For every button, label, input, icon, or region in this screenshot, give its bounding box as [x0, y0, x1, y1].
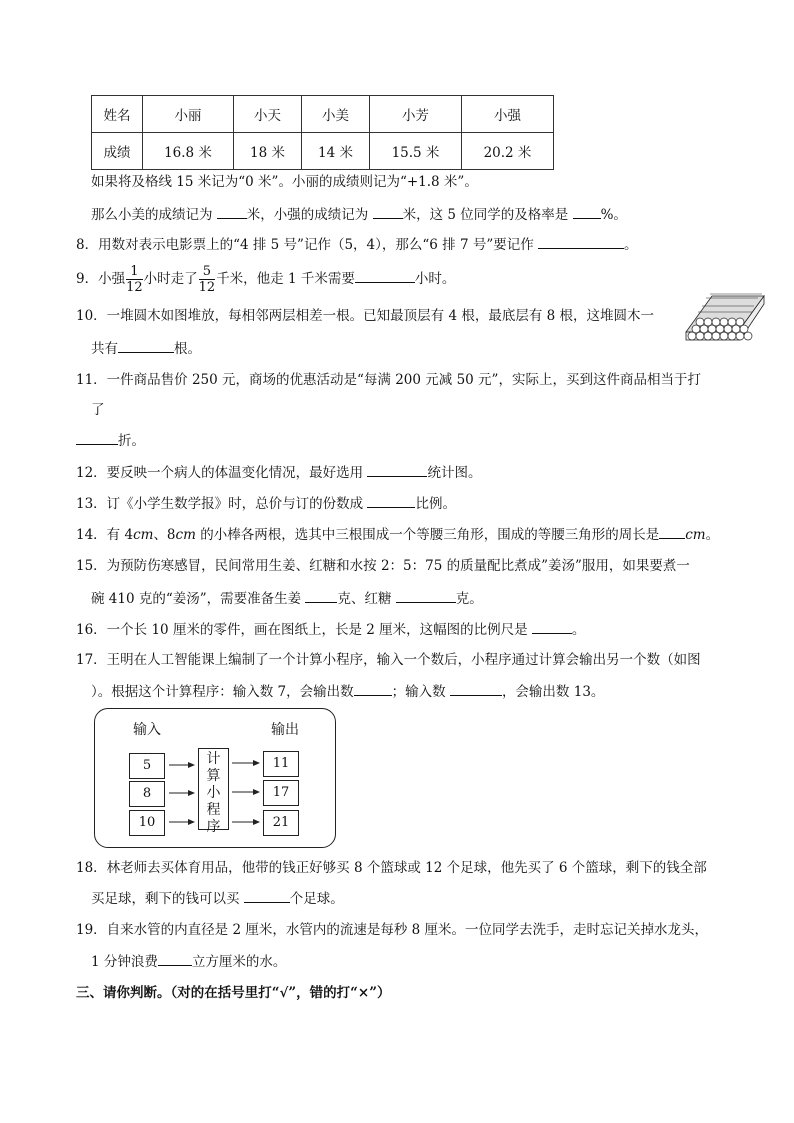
- input-box: 8: [129, 781, 165, 807]
- table-cell: 姓名: [92, 96, 143, 133]
- question-8: [76, 234, 638, 255]
- input-box: 5: [129, 753, 165, 779]
- input-label: 输入: [133, 722, 161, 738]
- answer-blank[interactable]: [367, 462, 427, 477]
- arrow-right-icon: [232, 816, 260, 828]
- table-cell: 成绩: [92, 133, 143, 170]
- q7-text: 米，这 5 位同学的及格率是: [402, 207, 573, 223]
- answer-blank[interactable]: [373, 204, 403, 219]
- table-cell: 16.8 米: [143, 133, 234, 170]
- unit-cm: cm: [685, 527, 706, 543]
- q17-text: ，会输出数 13。: [501, 684, 605, 700]
- q17-text: ；输入数: [391, 684, 450, 700]
- q19-text: 1 分钟浪费: [91, 954, 158, 970]
- q9-text: 千米，他走 1 千米需要: [216, 271, 355, 287]
- fraction: [126, 264, 143, 295]
- question-18-line1: 18．林老师去买体育用品，他带的钱正好够买 8 个篮球或 12 个足球，他先买了 6 个篮球，剩下的钱全部: [76, 860, 707, 876]
- fraction-denominator: 12: [126, 280, 143, 295]
- program-char: 程: [206, 802, 221, 818]
- fraction-numerator: 1: [126, 264, 143, 280]
- question-19-line1: 19．自来水管的内直径是 2 厘米，水管内的流速是每秒 8 厘米。一位同学去洗手，走时忘记关掉水龙头，: [76, 922, 709, 938]
- q14-text: 、8: [153, 527, 176, 543]
- fraction-numerator: 5: [199, 264, 216, 280]
- question-17-line2: [91, 681, 604, 702]
- q17-text: ）。根据这个计算程序：输入数 7，会输出数: [91, 684, 354, 700]
- question-15-line1: 15．为预防伤寒感冒，民间常用生姜、红糖和水按 2：5：75 的质量配比煮成”姜汤”服用，如果要煮一: [76, 558, 690, 574]
- question-15-line2: [91, 588, 483, 609]
- q9-text: 9．小强: [76, 271, 126, 287]
- q13-text: 13．订《小学生数学报》时，总价与订的份数成: [76, 496, 368, 512]
- q14-text: 。: [705, 527, 720, 543]
- output-box: 21: [263, 810, 299, 836]
- answer-blank[interactable]: [450, 681, 502, 696]
- program-char: 算: [206, 768, 221, 784]
- q19-text: 立方厘米的水。: [191, 954, 287, 970]
- score-table: [91, 95, 554, 170]
- q15-text: 克。: [455, 591, 483, 607]
- q16-text: 16．一个长 10 厘米的零件，画在图纸上，长是 2 厘米，这幅图的比例尺是: [76, 622, 532, 638]
- question-17-line1: 17．王明在人工智能课上编制了一个计算小程序，输入一个数后，小程序通过计算会输出另一个数（如图: [76, 652, 701, 668]
- question-13: [76, 493, 456, 514]
- question-11-line1: 11．一件商品售价 250 元，商场的优惠活动是“每满 200 元减 50 元”，实际上，买到这件商品相当于打: [76, 372, 701, 388]
- q8-text: 8．用数对表示电影票上的“4 排 5 号”记作（5，4），那么“6 排 7 号”要记作: [76, 237, 539, 253]
- answer-blank[interactable]: [367, 493, 415, 508]
- table-header-row: [92, 96, 554, 133]
- q18-text: 个足球。: [289, 891, 344, 907]
- q16-text: 。: [571, 622, 586, 638]
- q7-line2: [91, 204, 627, 225]
- input-box: 10: [129, 810, 165, 836]
- question-11-line3: [76, 430, 145, 451]
- question-12: [76, 462, 481, 483]
- unit-cm: cm: [133, 527, 154, 543]
- q11-text: 折。: [118, 433, 145, 449]
- q12-text: 统计图。: [427, 465, 482, 481]
- answer-blank[interactable]: [244, 888, 290, 903]
- question-10-line2: [91, 338, 201, 359]
- output-box: 17: [263, 780, 299, 806]
- question-14: [76, 524, 719, 545]
- question-9: [76, 262, 455, 296]
- question-16: [76, 619, 585, 640]
- table-row: [92, 133, 554, 170]
- arrow-right-icon: [169, 787, 195, 799]
- q15-text: 碗 410 克的“姜汤”，需要准备生姜: [91, 591, 306, 607]
- answer-blank[interactable]: [396, 588, 456, 603]
- table-cell: 小丽: [143, 96, 234, 133]
- output-label: 输出: [271, 722, 299, 738]
- q10-text: 根。: [174, 341, 201, 357]
- program-char: 小: [206, 785, 221, 801]
- answer-blank[interactable]: [76, 430, 118, 445]
- unit-cm: cm: [175, 527, 196, 543]
- fraction-denominator: 12: [198, 280, 216, 295]
- q8-text: 。: [624, 237, 638, 253]
- q7-text: 米，小强的成绩记为: [246, 207, 373, 223]
- table-cell: 15.5 米: [370, 133, 462, 170]
- question-11-line2: 了: [91, 402, 105, 418]
- q14-text: 的小棒各两根，选其中三根围成一个等腰三角形，围成的等腰三角形的周长是: [195, 527, 660, 543]
- program-char: 序: [206, 819, 221, 835]
- answer-blank[interactable]: [305, 588, 337, 603]
- table-cell: 20.2 米: [462, 133, 554, 170]
- arrow-right-icon: [232, 757, 260, 769]
- answer-blank[interactable]: [659, 524, 685, 539]
- q9-text: 小时走了: [143, 271, 198, 287]
- log-pile-image: [682, 288, 768, 344]
- program-diagram: [94, 708, 336, 848]
- question-19-line2: [91, 951, 286, 972]
- table-cell: 小芳: [370, 96, 462, 133]
- table-cell: 小强: [462, 96, 554, 133]
- q7-text: 那么小美的成绩记为: [91, 207, 217, 223]
- fraction: [199, 264, 216, 295]
- q18-text: 买足球，剩下的钱可以买: [91, 891, 244, 907]
- arrow-right-icon: [169, 759, 195, 771]
- table-cell: 小天: [234, 96, 302, 133]
- answer-blank[interactable]: [118, 338, 174, 353]
- q7-line1: 如果将及格线 15 米记为“0 米”。小丽的成绩则记为“+1.8 米”。: [91, 174, 478, 190]
- answer-blank[interactable]: [355, 268, 415, 283]
- answer-blank[interactable]: [158, 951, 192, 966]
- q9-text: 小时。: [414, 271, 456, 287]
- program-box: [198, 748, 229, 835]
- q15-text: 克、红糖: [337, 591, 396, 607]
- answer-blank[interactable]: [532, 619, 572, 634]
- section-heading: 三、请你判断。（对的在括号里打“√”，错的打“×”）: [76, 985, 391, 1001]
- answer-blank[interactable]: [354, 681, 392, 696]
- program-char: 计: [206, 751, 221, 767]
- q14-text: 14．有 4: [76, 527, 134, 543]
- arrow-right-icon: [169, 816, 195, 828]
- answer-blank[interactable]: [217, 204, 247, 219]
- answer-blank[interactable]: [538, 234, 624, 249]
- output-box: 11: [263, 751, 299, 777]
- question-10-line1: 10．一堆圆木如图堆放，每相邻两层相差一根。已知最顶层有 4 根，最底层有 8 根，这堆圆木一: [76, 308, 655, 324]
- q12-text: 12．要反映一个病人的体温变化情况，最好选用: [76, 465, 368, 481]
- q10-text: 共有: [91, 341, 118, 357]
- arrow-right-icon: [232, 786, 260, 798]
- q7-text: %。: [600, 207, 627, 223]
- question-18-line2: [91, 888, 344, 909]
- q13-text: 比例。: [415, 496, 456, 512]
- answer-blank[interactable]: [573, 204, 601, 219]
- table-cell: 14 米: [302, 133, 370, 170]
- table-cell: 小美: [302, 96, 370, 133]
- table-cell: 18 米: [234, 133, 302, 170]
